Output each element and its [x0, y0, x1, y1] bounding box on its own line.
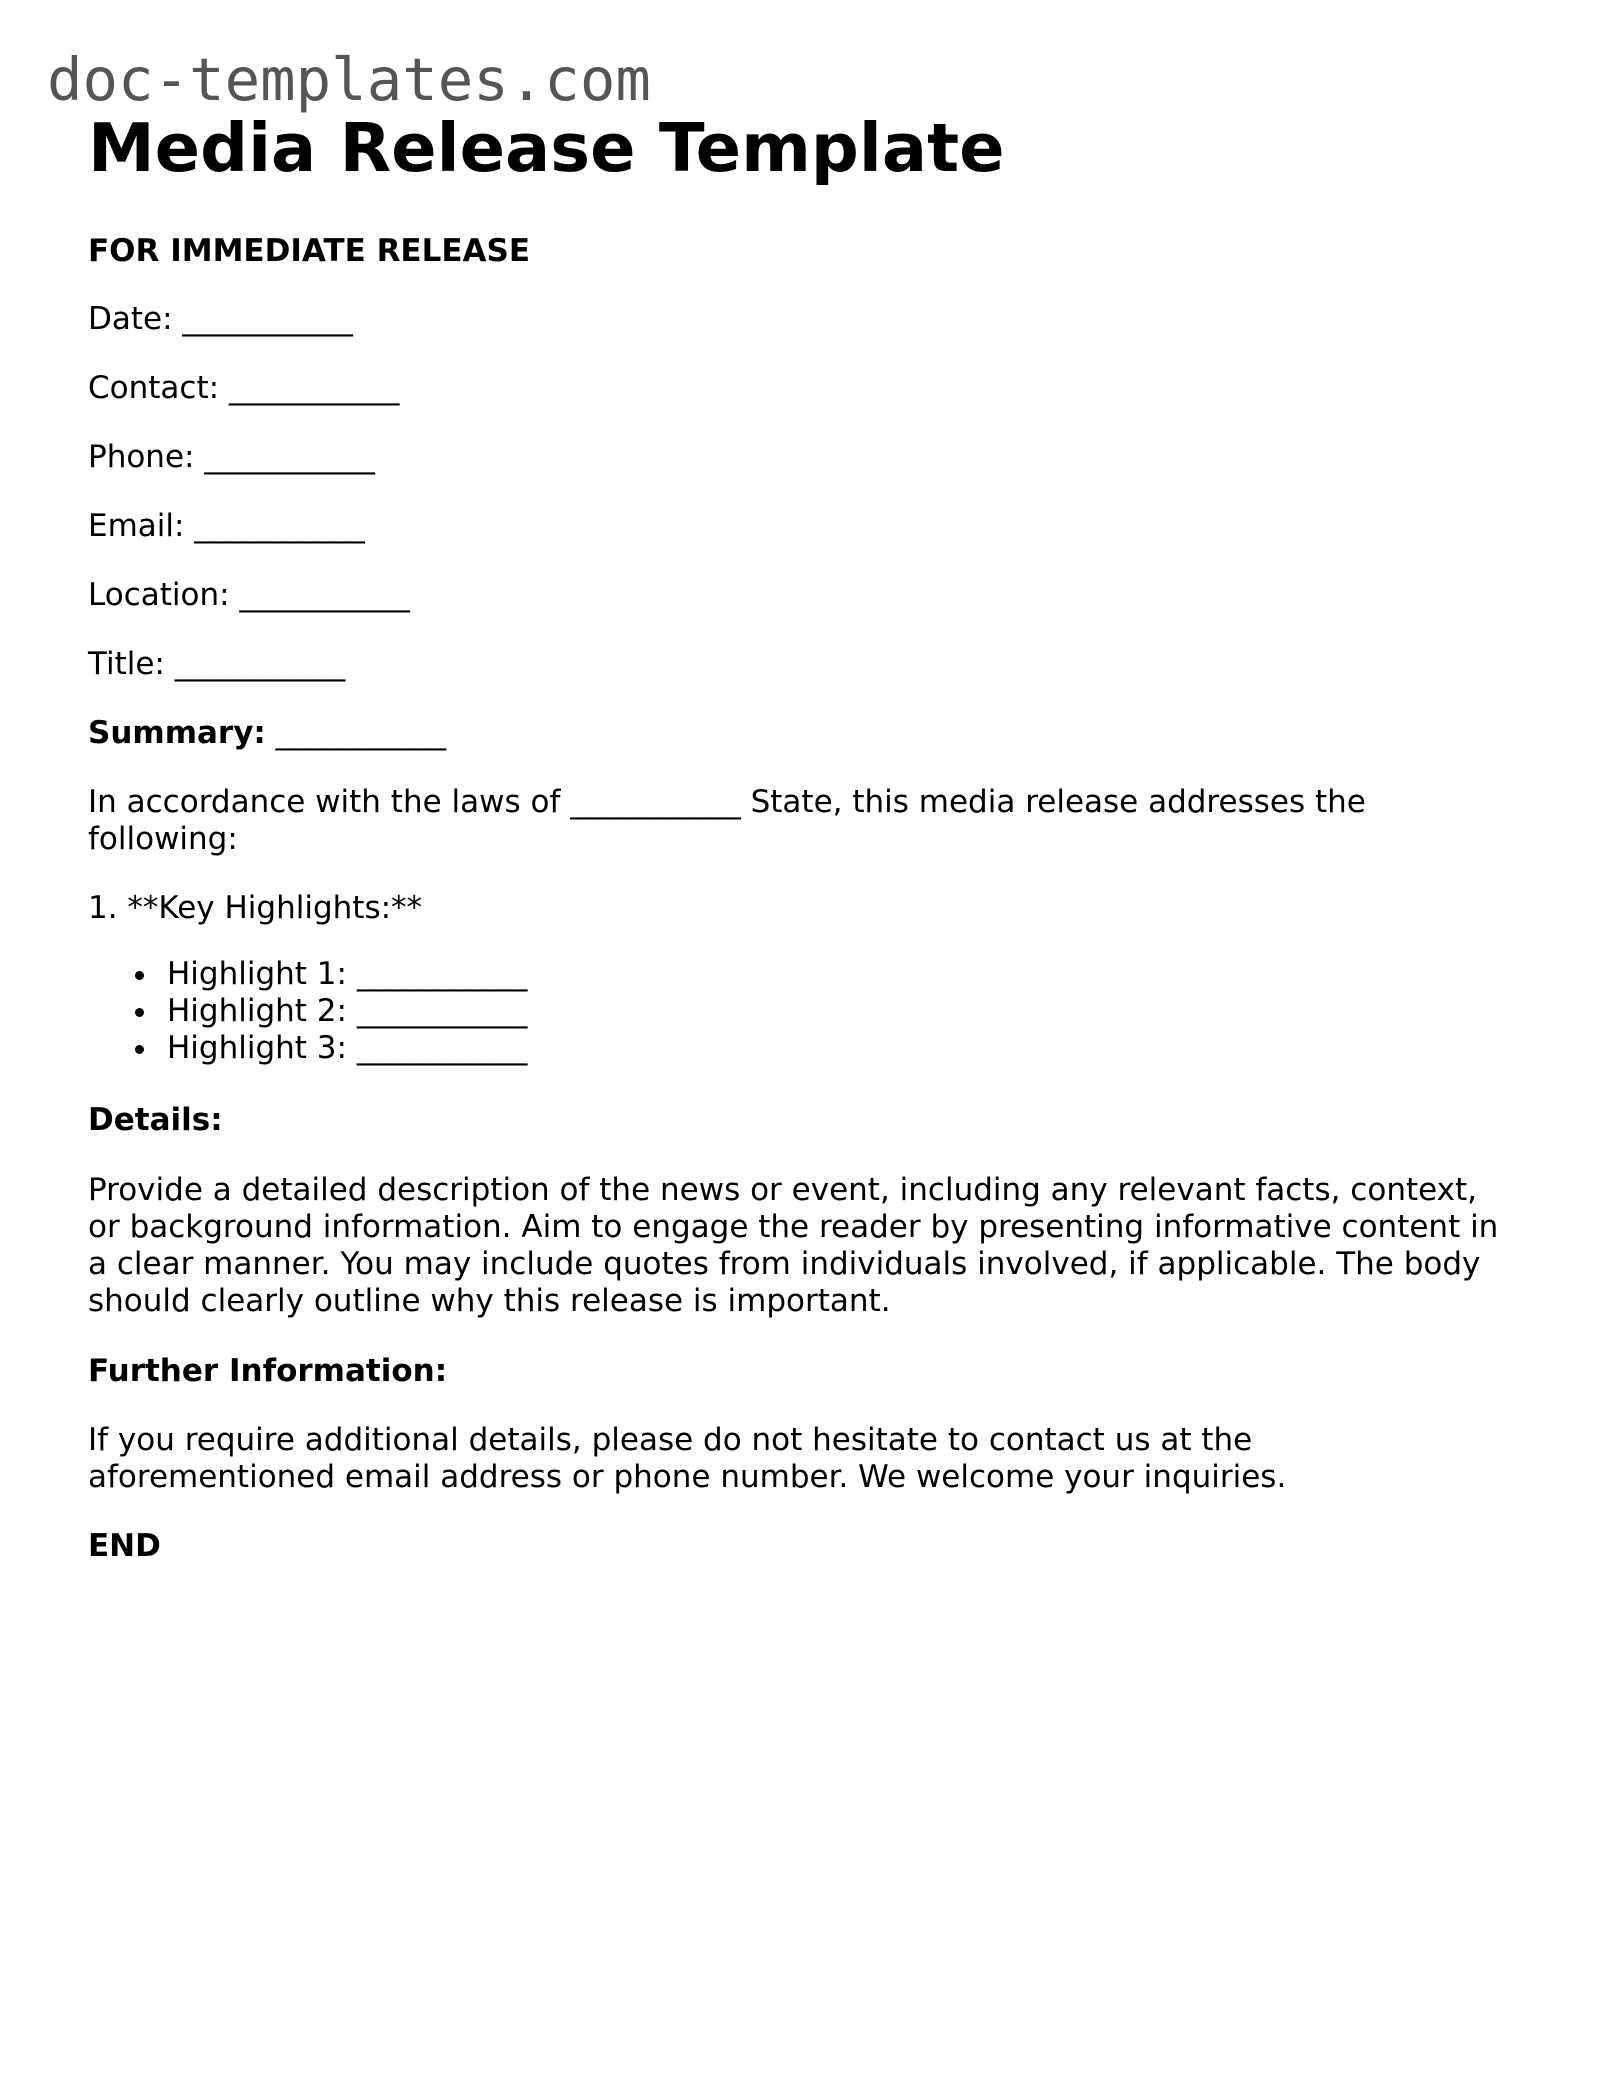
bullet-icon: [135, 1008, 144, 1017]
details-heading: Details:: [88, 1102, 223, 1138]
laws-paragraph: In accordance with the laws of ___________ State, this media release addresses the following:: [88, 784, 1366, 857]
list-item: [88, 993, 527, 1030]
end-label: END: [88, 1528, 161, 1564]
bullet-icon: [135, 1045, 144, 1054]
highlight-text: Highlight 2: ___________: [167, 993, 528, 1029]
further-information-heading: Further Information:: [88, 1353, 448, 1389]
summary-blank: ___________: [265, 715, 447, 751]
location-field: Location: ___________: [88, 577, 410, 613]
release-label: FOR IMMEDIATE RELEASE: [88, 233, 531, 269]
summary-field: [88, 715, 446, 752]
watermark: doc-templates.com: [47, 45, 651, 114]
highlight-text: Highlight 1: ___________: [167, 956, 528, 992]
further-information-body: If you require additional details, please do not hesitate to contact us at the aforementioned email address or phone number. We welcome your inquiries.: [88, 1422, 1287, 1495]
summary-label: Summary:: [88, 715, 266, 751]
bullet-icon: [135, 971, 144, 980]
contact-field: Contact: ___________: [88, 370, 400, 406]
key-highlights-heading: 1. **Key Highlights:**: [88, 890, 423, 926]
details-body: Provide a detailed description of the news or event, including any relevant facts, context, or background information. Aim to engage the reader by presenting informative content in a clear manner. You may include quotes from individuals involved, if applicable. The body should clearly outline why this release is important.: [88, 1172, 1499, 1319]
document-title: Media Release Template: [88, 109, 1005, 187]
list-item: [88, 956, 527, 993]
highlights-list: [88, 956, 527, 1067]
title-field: Title: ___________: [88, 646, 346, 682]
email-field: Email: ___________: [88, 508, 365, 544]
phone-field: Phone: ___________: [88, 439, 375, 475]
date-field: Date: ___________: [88, 301, 353, 337]
list-item: [88, 1030, 527, 1067]
highlight-text: Highlight 3: ___________: [167, 1030, 528, 1066]
